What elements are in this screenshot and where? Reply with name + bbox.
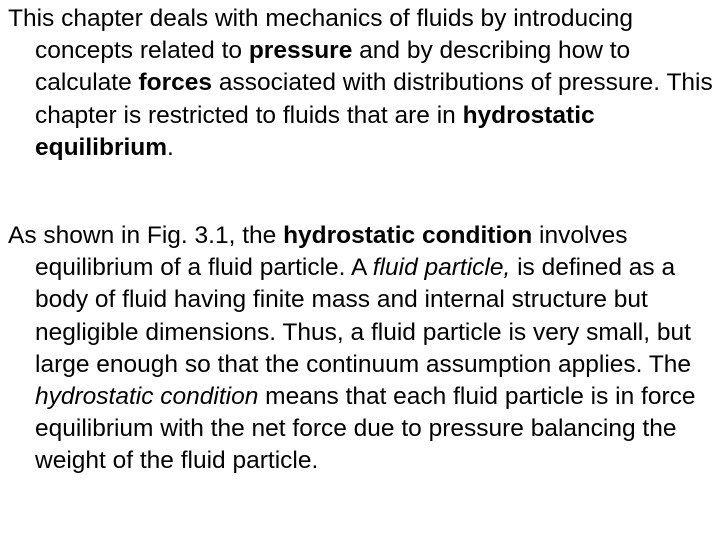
term-forces: forces — [138, 69, 213, 97]
text-run: is defined as a body of fluid having finite mass and internal structure but negligible dimensions. Thus, a fluid particle is very small, but large enough so that the continuum assumption applies. The — [35, 254, 692, 378]
text-run: involves equilibrium of a fluid particle. A — [35, 222, 628, 282]
text-run: and by describing how to calculate — [35, 37, 631, 97]
paragraph-pressure-intro — [8, 3, 714, 164]
text-run: . — [167, 133, 174, 161]
text-run: This chapter deals with mechanics of fluids by introducing concepts related to — [8, 5, 634, 65]
text-run: associated with distributions of pressure. This chapter is restricted to fluids that are in — [35, 69, 713, 129]
term-hydrostatic-condition: hydrostatic condition — [283, 222, 533, 249]
term-hydrostatic-condition-italic: hydrostatic condition — [35, 383, 259, 411]
paragraph-hydrostatic-condition — [8, 220, 714, 478]
text-run: means that each fluid particle is in force equilibrium with the net force due to pressure balancing the weight of the fluid particle. — [35, 383, 696, 475]
term-hydrostatic-equilibrium: hydrostatic equilibrium — [35, 101, 595, 161]
term-pressure: pressure — [248, 37, 353, 65]
term-fluid-particle: fluid particle, — [372, 254, 511, 282]
text-run: As shown in Fig. 3.1, the — [8, 222, 284, 249]
